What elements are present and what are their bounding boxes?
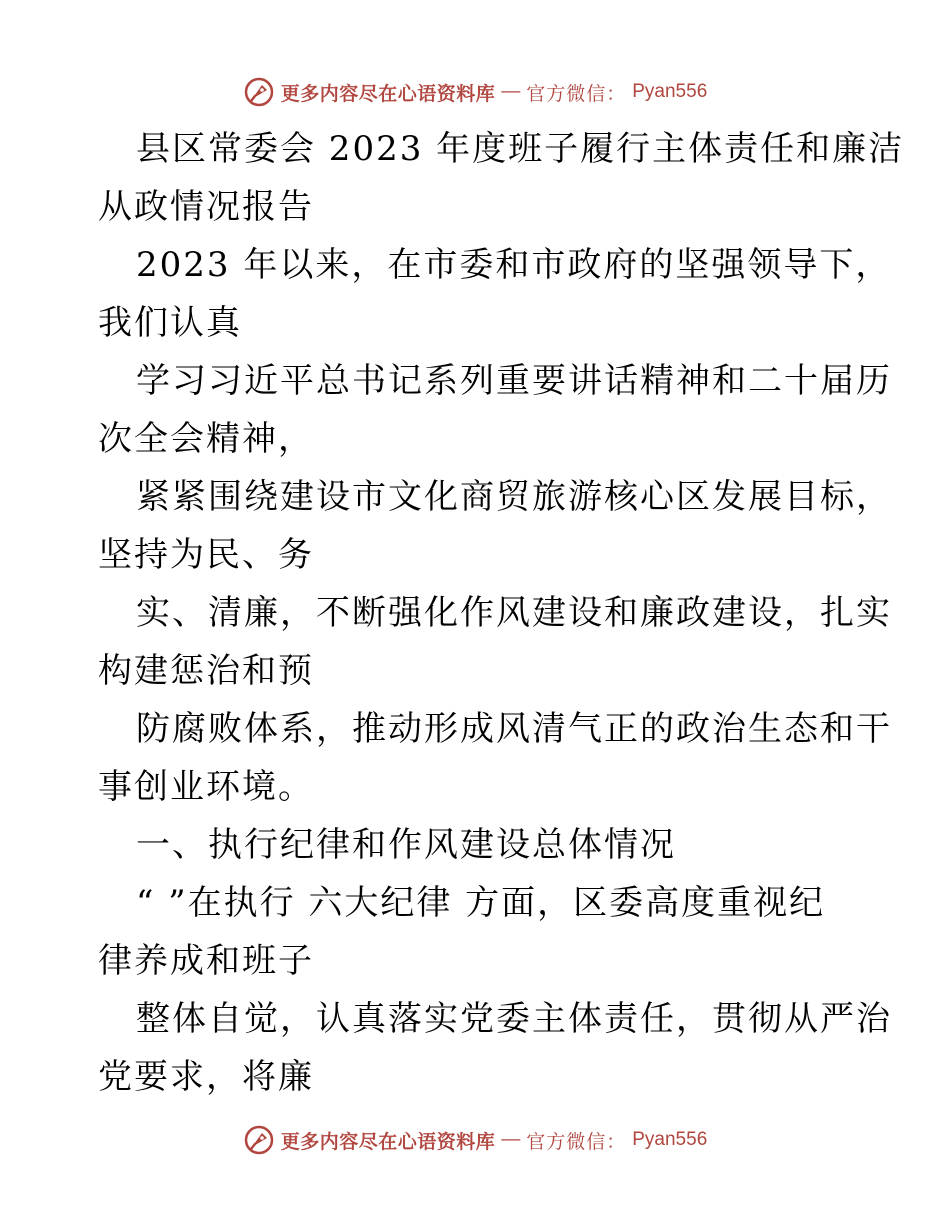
watermark-dash: —: [501, 1129, 521, 1150]
title-line-1: 县区常委会 2023 年度班子履行主体责任和廉洁: [136, 129, 905, 169]
watermark-dash: —: [501, 81, 521, 102]
paragraph-line: 整体自觉，认真落实党委主体责任，贯彻从严治: [136, 999, 892, 1039]
section-heading: 一、执行纪律和作风建设总体情况: [136, 825, 676, 865]
watermark-site-name: 更多内容尽在心语资料库: [280, 82, 496, 105]
footer-watermark: [0, 1120, 950, 1160]
watermark-wechat-id: Pyan556: [632, 81, 708, 102]
paragraph-line: 事创业环境。: [98, 767, 314, 807]
paragraph-line: 实、清廉，不断强化作风建设和廉政建设，扎实: [136, 593, 892, 633]
paragraph-line: 构建惩治和预: [98, 651, 314, 691]
pen-nib-logo-icon: [243, 1124, 275, 1156]
paragraph-line: 律养成和班子: [98, 941, 314, 981]
paragraph-line: 次全会精神，: [98, 419, 314, 459]
watermark-wechat-id: Pyan556: [632, 1129, 708, 1150]
document-body: [98, 120, 905, 1106]
paragraph-line: 防腐败体系，推动形成风清气正的政治生态和干: [136, 709, 892, 749]
title-line-2: 从政情况报告: [98, 187, 314, 227]
header-watermark: [0, 72, 950, 112]
paragraph-line: 我们认真: [98, 303, 242, 343]
paragraph-line: “ ”在执行 六大纪律 方面，区委高度重视纪: [136, 883, 826, 923]
paragraph-line: 学习习近平总书记系列重要讲话精神和二十届历: [136, 361, 892, 401]
paragraph-line: 坚持为民、务: [98, 535, 314, 575]
paragraph-line: 紧紧围绕建设市文化商贸旅游核心区发展目标，: [136, 477, 892, 517]
watermark-contact-label: 官方微信：: [526, 82, 627, 105]
paragraph-line: 党要求，将廉: [98, 1057, 314, 1097]
watermark-contact-label: 官方微信：: [526, 1130, 627, 1153]
paragraph-line: 2023 年以来，在市委和市政府的坚强领导下，: [136, 245, 892, 285]
pen-nib-logo-icon: [243, 76, 275, 108]
watermark-site-name: 更多内容尽在心语资料库: [280, 1130, 496, 1153]
